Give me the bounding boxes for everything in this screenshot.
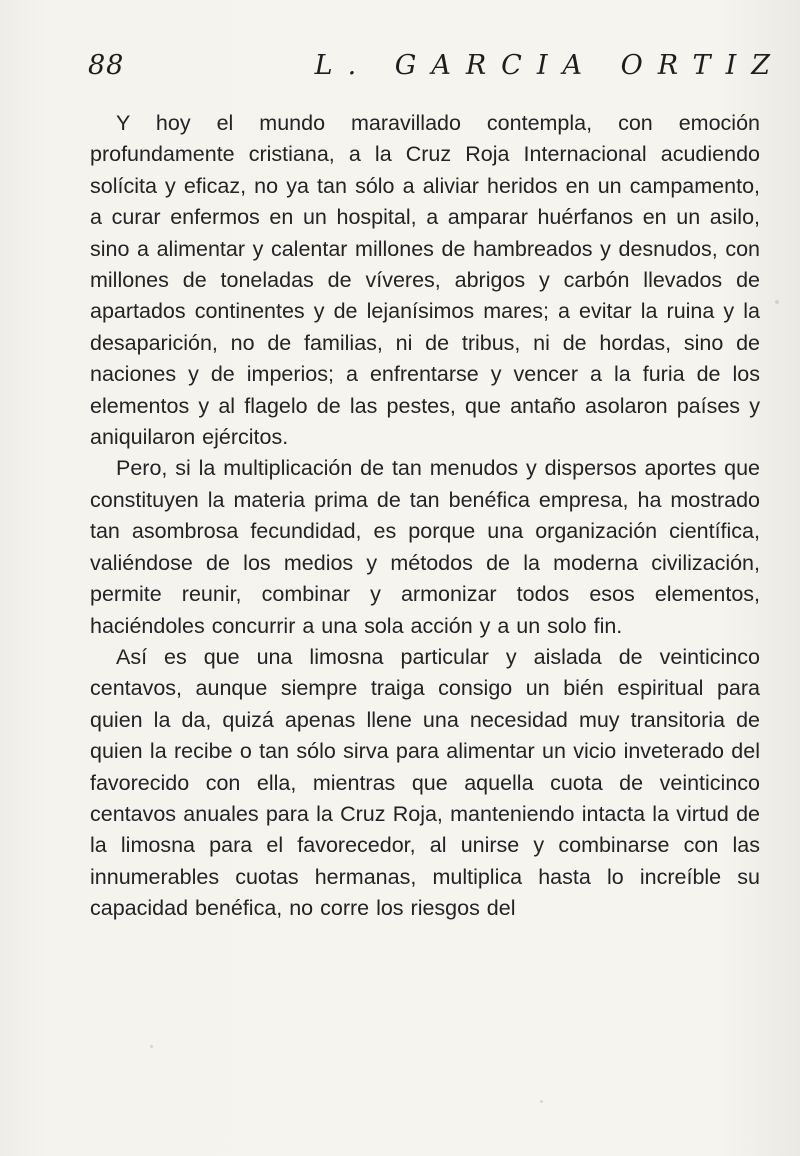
paragraph-1: Y hoy el mundo maravillado contempla, con emoción profundamente cristiana, a la Cruz Roja Internacional acudiendo solícita y eficaz, no ya tan sólo a aliviar heridos en un campamento, a curar enfermos en un hospital, a amparar huérfanos en un asilo, sino a alimentar y calentar millones de hambreados y desnudos, con millones de toneladas de víveres, abrigos y carbón llevados de apartados continentes y de lejanísimos mares; a evitar la ruina y la desaparición, no de familias, ni de tribus, ni de hordas, sino de naciones y de imperios; a enfrentarse y vencer a la furia de los elementos y al flagelo de las pestes, que antaño asolaron países y aniquilaron ejércitos. (90, 111, 760, 450)
running-head: L. GARCIA ORTIZ (314, 50, 785, 81)
body-text (90, 108, 760, 925)
paragraph-2: Pero, si la multiplicación de tan menudos y dispersos aportes que constituyen la materia prima de tan benéfica empresa, ha mostrado tan asombrosa fecundidad, es porque una organización científica, valiéndose de los medios y métodos de la moderna civilización, permite reunir, combinar y armonizar todos esos elementos, haciéndoles concurrir a una sola acción y a un solo fin. (90, 456, 760, 638)
page-number: 88 (88, 50, 125, 81)
page-header (88, 50, 785, 90)
paper-speck (150, 1045, 153, 1048)
paper-speck (540, 1100, 543, 1103)
paper-speck (775, 300, 779, 304)
paragraph-3: Así es que una limosna particular y aislada de veinticinco centavos, aunque siempre traiga consigo un bién espiritual para quien la da, quizá apenas llene una necesidad muy transitoria de quien la recibe o tan sólo sirva para alimentar un vicio inveterado del favorecido con ella, mientras que aquella cuota de veinticinco centavos anuales para la Cruz Roja, manteniendo intacta la virtud de la limosna para el favorecedor, al unirse y combinarse con las innumerables cuotas hermanas, multiplica hasta lo increíble su capacidad benéfica, no corre los riesgos del (90, 644, 760, 921)
